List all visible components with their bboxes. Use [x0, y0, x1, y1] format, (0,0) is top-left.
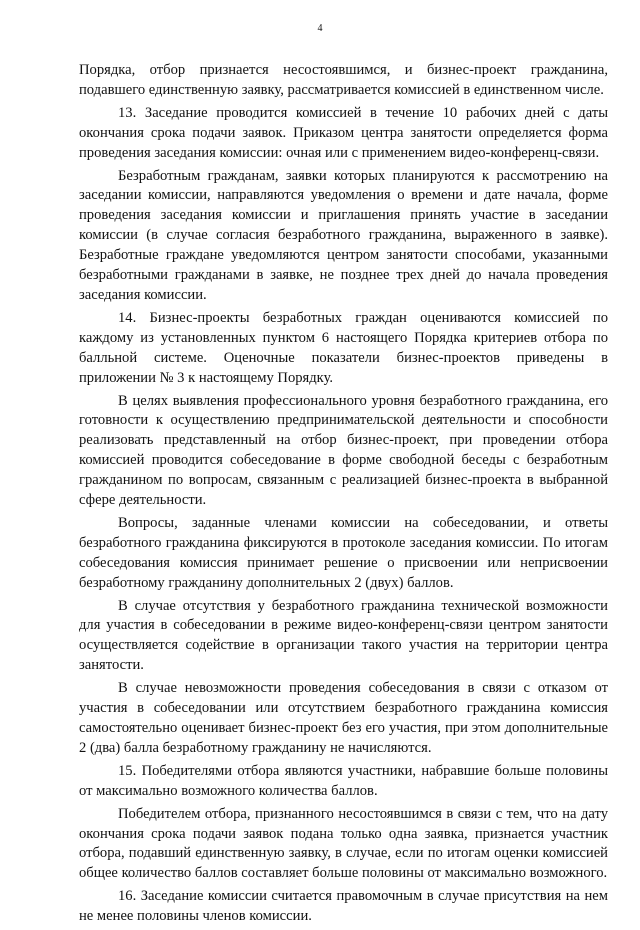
- page-number: 4: [317, 23, 323, 34]
- paragraph-item-14: 14. Бизнес-проекты безработных граждан оцениваются комиссией по каждому из установленных пунктом 6 настоящего Порядка критериев отбора по балльной системе. Оценочные показатели бизнес-проектов приведены в приложении № 3 к настоящему Порядку.: [79, 309, 608, 386]
- paragraph-interview-impossible: В случае невозможности проведения собеседования в связи с отказом от участия в собеседовании или отсутствием безработного гражданина комиссия самостоятельно оценивает бизнес-проект без его участия, при этом дополнительные 2 (два) балла безработному гражданину не начисляются.: [79, 680, 608, 756]
- paragraph-interview: В целях выявления профессионального уровня безработного гражданина, его готовности к осуществлению предпринимательской деятельности и способности реализовать представленный на отбор бизнес-проект, при проведении отбора комиссией проводится собеседование в форме свободной беседы с безработным гражданином по вопросам, связанным с реализацией бизнес-проекта в выбранной сфере деятельности.: [79, 392, 608, 509]
- paragraph-item-16: 16. Заседание комиссии считается правомочным в случае присутствия на нем не менее половины членов комиссии.: [79, 888, 608, 925]
- document-body: [79, 61, 608, 930]
- paragraph-interview-questions: Вопросы, заданные членами комиссии на собеседовании, и ответы безработного гражданина фиксируются в протоколе заседания комиссии. По итогам собеседования комиссия принимает решение о присвоении или неприсвоении безработному гражданину дополнительных 2 (двух) баллов.: [79, 514, 608, 591]
- paragraph-continuation: Порядка, отбор признается несостоявшимся, и бизнес-проект гражданина, подавшего единственную заявку, рассматривается комиссией в единственном числе.: [79, 62, 608, 98]
- paragraph-item-15: 15. Победителями отбора являются участники, набравшие больше половины от максимально возможного количества баллов.: [79, 762, 608, 799]
- paragraph-notification: Безработным гражданам, заявки которых планируются к рассмотрению на заседании комиссии, направляются уведомления о времени и дате начала, форме проведения заседания комиссии и приглашения принять участие в заседании комиссии (в случае согласия безработного гражданина, выраженного в заявке). Безработные граждане уведомляются центром занятости способами, указанными безработными гражданами в заявке, не позднее трех дней до начала проведения заседания комиссии.: [79, 167, 608, 303]
- paragraph-item-13: 13. Заседание проводится комиссией в течение 10 рабочих дней с даты окончания срока подачи заявок. Приказом центра занятости определяется форма проведения заседания комиссии: очная или с применением видео-конференц-связи.: [79, 104, 608, 161]
- paragraph-single-winner: Победителем отбора, признанного несостоявшимся в связи с тем, что на дату окончания срока подачи заявок подана только одна заявка, признается участник отбора, подавший единственную заявку, в случае, если по итогам оценки комиссией общее количество баллов составляет больше половины от максимально возможного.: [79, 805, 608, 882]
- paragraph-technical-possibility: В случае отсутствия у безработного гражданина технической возможности для участия в собеседовании в режиме видео-конференц-связи центром занятости осуществляется содействие в организации такого участия на территории центра занятости.: [79, 597, 608, 674]
